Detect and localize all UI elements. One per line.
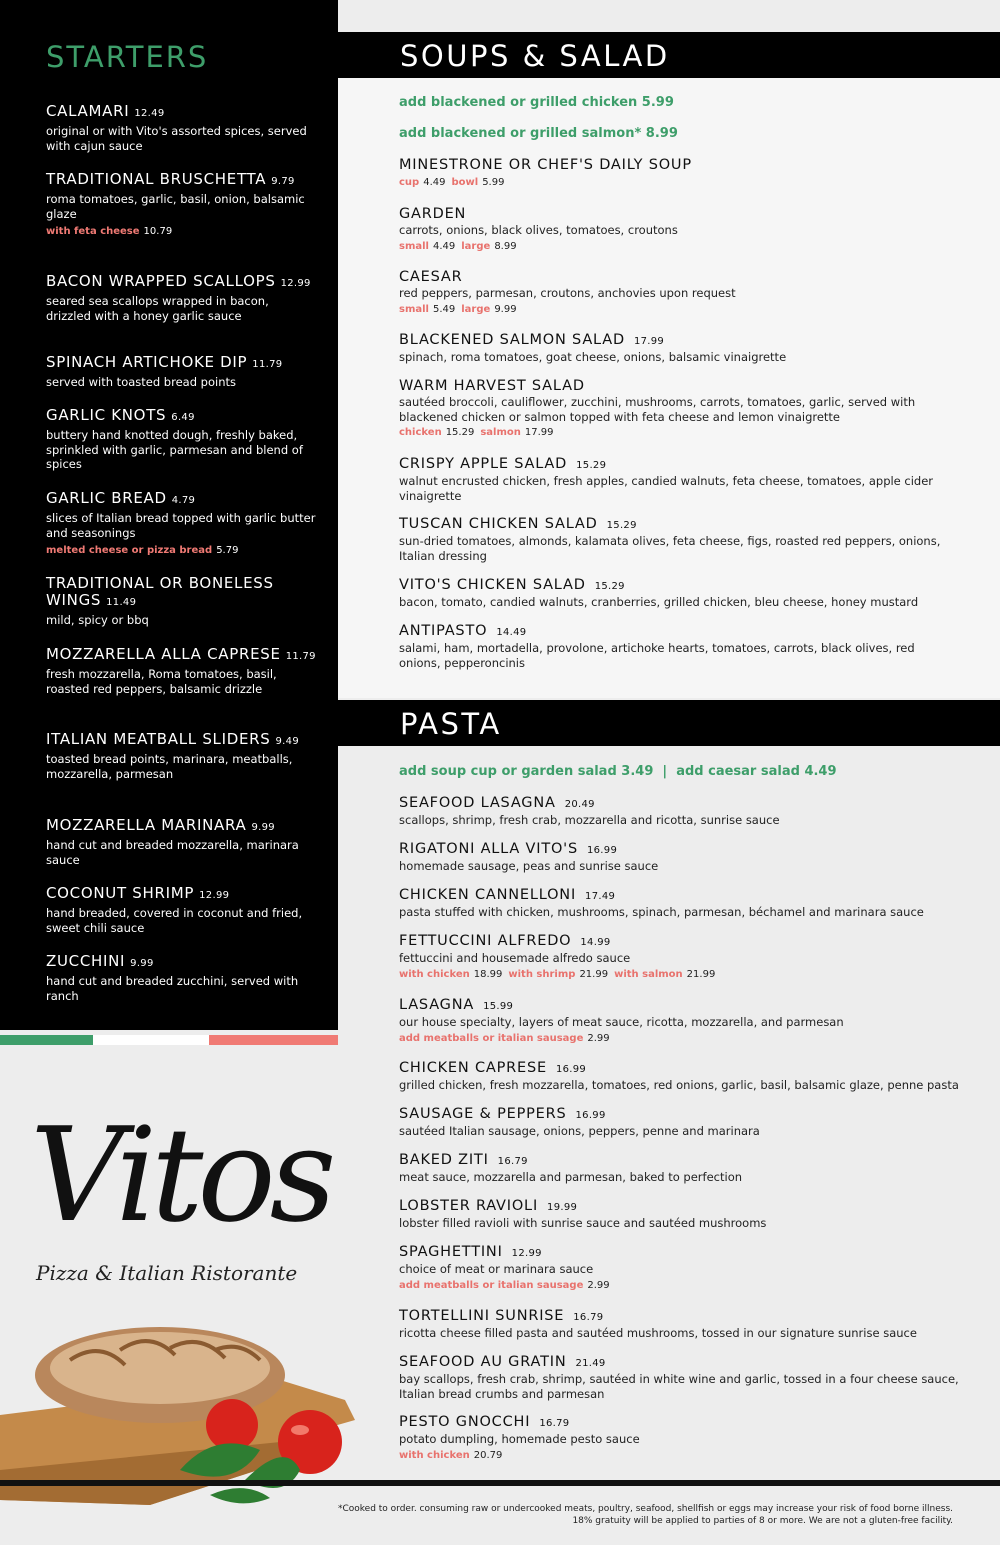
starter-item	[46, 575, 316, 628]
soup-item	[399, 157, 959, 191]
pasta-option-price: 18.99	[473, 968, 503, 980]
pasta-name-text: LOBSTER RAVIOLI	[399, 1198, 539, 1214]
pasta-item	[399, 933, 959, 982]
soup-item	[399, 332, 959, 365]
footer-line-1: *Cooked to order. consuming raw or undercooked meats, poultry, seafood, shellfish or eggs may increase your risk of food borne illness.	[337, 1504, 953, 1514]
pasta-price: 16.99	[575, 1110, 606, 1121]
flag-stripe-white	[93, 1035, 209, 1045]
soup-name-text: ANTIPASTO	[399, 623, 488, 639]
pasta-price: 17.49	[585, 891, 616, 902]
starter-price: 12.49	[134, 108, 165, 119]
pasta-price: 20.49	[564, 799, 595, 810]
soup-item	[399, 623, 959, 670]
soups-addon-chicken: add blackened or grilled chicken 5.99	[399, 95, 674, 110]
pasta-item	[399, 1152, 959, 1185]
pasta-name	[399, 1060, 959, 1078]
starter-price: 12.99	[280, 278, 311, 289]
pasta-options	[399, 1030, 959, 1047]
pasta-name	[399, 1198, 959, 1216]
soup-price: 15.29	[576, 460, 607, 471]
pasta-item	[399, 795, 959, 828]
starter-item	[46, 354, 316, 390]
pasta-desc: our house specialty, layers of meat sauce, ricotta, mozzarella, and parmesan	[399, 1015, 844, 1029]
pasta-desc: meat sauce, mozzarella and parmesan, baked to perfection	[399, 1170, 743, 1184]
pasta-option-label: with shrimp	[508, 968, 576, 980]
soup-option-price: 5.99	[482, 177, 505, 188]
soup-name-text: GARDEN	[399, 206, 467, 222]
pasta-option-label: add meatballs or italian sausage	[399, 1279, 584, 1291]
pasta-price: 16.79	[539, 1418, 570, 1429]
pasta-item	[399, 1354, 959, 1401]
soup-desc: spinach, roma tomatoes, goat cheese, onions, balsamic vinaigrette	[399, 350, 787, 364]
soups-addon-salmon: add blackened or grilled salmon* 8.99	[399, 126, 678, 141]
soup-name	[399, 516, 959, 534]
soup-option-label: large	[461, 303, 491, 315]
soup-option-label: large	[461, 240, 491, 252]
pasta-name-text: TORTELLINI SUNRISE	[399, 1308, 565, 1324]
pasta-desc: potato dumpling, homemade pesto sauce	[399, 1432, 640, 1446]
soup-option-price: 4.49	[423, 177, 446, 188]
starter-desc: hand breaded, covered in coconut and fried, sweet chili sauce	[46, 906, 303, 935]
starter-extra-label: with feta cheese	[46, 226, 140, 237]
soup-option-label: bowl	[451, 177, 479, 188]
soup-option-price: 4.49	[432, 240, 456, 252]
pasta-name	[399, 1414, 959, 1432]
pasta-price: 15.99	[483, 1001, 514, 1012]
soup-option-price: 17.99	[524, 427, 554, 438]
pasta-name-text: CHICKEN CANNELLONI	[399, 887, 577, 903]
soup-price: 15.29	[594, 581, 625, 592]
pasta-name	[399, 997, 959, 1015]
starter-extra	[46, 223, 316, 240]
pasta-option-label: with chicken	[399, 968, 470, 980]
starter-extra-price: 10.79	[143, 226, 173, 237]
pasta-desc: bay scallops, fresh crab, shrimp, sautéed in white wine and garlic, tossed in a four cheese sauce, Italian bread crumbs and parmesan	[399, 1372, 959, 1401]
pasta-name	[399, 933, 959, 951]
soup-option-price: 9.99	[494, 303, 517, 315]
soup-desc: carrots, onions, black olives, tomatoes, croutons	[399, 223, 678, 237]
pasta-name-text: SEAFOOD AU GRATIN	[399, 1354, 567, 1370]
pasta-name	[399, 795, 959, 813]
starter-desc: seared sea scallops wrapped in bacon, drizzled with a honey garlic sauce	[46, 294, 269, 323]
starter-price: 9.99	[251, 822, 275, 833]
soup-item	[399, 378, 959, 441]
soup-name	[399, 378, 959, 395]
pasta-desc: ricotta cheese filled pasta and sautéed mushrooms, tossed in our signature sunrise sauce	[399, 1326, 917, 1340]
starter-extra	[46, 542, 316, 559]
soup-item	[399, 456, 959, 503]
starter-name-text: COCONUT SHRIMP	[46, 884, 195, 902]
pasta-name-text: SEAFOOD LASAGNA	[399, 795, 556, 811]
starter-name	[46, 354, 316, 373]
starter-price: 11.79	[252, 359, 283, 370]
starter-name	[46, 817, 316, 836]
starter-item	[46, 407, 316, 472]
soup-name	[399, 332, 959, 350]
pasta-desc: choice of meat or marinara sauce	[399, 1262, 594, 1276]
starter-price: 9.49	[275, 736, 299, 747]
starter-price: 9.99	[130, 958, 154, 969]
pasta-name	[399, 1244, 959, 1262]
starter-price: 11.49	[106, 597, 137, 608]
pasta-price: 16.99	[586, 845, 618, 856]
pasta-title: PASTA	[400, 707, 502, 741]
pasta-item	[399, 1244, 959, 1293]
soup-desc: red peppers, parmesan, croutons, anchovies upon request	[399, 286, 736, 300]
soup-price: 14.49	[496, 627, 527, 638]
pasta-desc: sautéed Italian sausage, onions, peppers, penne and marinara	[399, 1124, 760, 1138]
starter-extra-price: 5.79	[216, 545, 239, 556]
soup-desc: sautéed broccoli, cauliflower, zucchini, mushrooms, carrots, tomatoes, garlic, served with blackened chicken or salmon topped with feta cheese and lemon vinaigrette	[399, 395, 916, 424]
starter-item	[46, 731, 316, 781]
pasta-name	[399, 1152, 959, 1170]
starter-name	[46, 103, 316, 122]
soup-option-price: 15.29	[445, 427, 475, 438]
soup-name-text: TUSCAN CHICKEN SALAD	[399, 516, 598, 532]
pasta-option-price: 20.79	[473, 1449, 503, 1461]
starter-price: 4.79	[171, 495, 196, 506]
starter-price: 9.79	[271, 176, 295, 187]
starter-name-text: MOZZARELLA MARINARA	[46, 816, 247, 834]
starter-desc: slices of Italian bread topped with garlic butter and seasonings	[46, 511, 316, 540]
pasta-option-label: with chicken	[399, 1449, 470, 1461]
pasta-desc: fettuccini and housemade alfredo sauce	[399, 951, 631, 965]
starter-item	[46, 490, 316, 559]
starter-desc: fresh mozzarella, Roma tomatoes, basil, roasted red peppers, balsamic drizzle	[46, 667, 277, 696]
starter-item	[46, 171, 316, 240]
pasta-option-price: 2.99	[587, 1032, 610, 1044]
footer-disclaimer	[253, 1503, 953, 1527]
starter-price: 11.79	[285, 651, 316, 662]
starter-name-text: SPINACH ARTICHOKE DIP	[46, 353, 248, 371]
soup-price: 15.29	[606, 520, 637, 531]
soup-item	[399, 269, 959, 317]
flag-stripe-green	[0, 1035, 93, 1045]
soup-options	[399, 174, 959, 191]
soup-name-text: VITO'S CHICKEN SALAD	[399, 577, 586, 593]
pasta-name-text: CHICKEN CAPRESE	[399, 1060, 547, 1076]
soup-desc: sun-dried tomatoes, almonds, kalamata olives, feta cheese, figs, roasted red peppers, onions, Italian dressing	[399, 534, 941, 563]
flag-stripe-red	[209, 1035, 338, 1045]
starter-desc: served with toasted bread points	[46, 375, 236, 389]
starter-name-text: TRADITIONAL OR BONELESS WINGS	[46, 574, 274, 609]
logo-tagline: Pizza & Italian Ristorante	[36, 1261, 298, 1285]
tomato-left	[206, 1399, 258, 1451]
pasta-item	[399, 1308, 959, 1341]
pasta-options	[399, 1277, 959, 1294]
soup-option-label: small	[399, 240, 429, 252]
pasta-option-label: add meatballs or italian sausage	[399, 1032, 584, 1044]
soup-desc: walnut encrusted chicken, fresh apples, candied walnuts, feta cheese, tomatoes, apple cider vinaigrette	[399, 474, 934, 503]
starter-item	[46, 817, 316, 867]
soup-name-text: WARM HARVEST SALAD	[399, 378, 585, 394]
starter-name	[46, 646, 316, 665]
pasta-price: 12.99	[511, 1248, 542, 1259]
starter-item	[46, 885, 316, 935]
starter-name-text: MOZZARELLA ALLA CAPRESE	[46, 645, 281, 663]
starter-desc: hand cut and breaded mozzarella, marinara sauce	[46, 838, 299, 867]
soup-item	[399, 206, 959, 254]
starter-name-text: CALAMARI	[46, 102, 130, 120]
starter-name-text: ZUCCHINI	[46, 952, 126, 970]
soup-option-label: small	[399, 303, 429, 315]
starter-item	[46, 103, 316, 153]
starter-name-text: GARLIC KNOTS	[46, 406, 167, 424]
soup-desc: salami, ham, mortadella, provolone, artichoke hearts, tomatoes, carrots, black olives, red onions, pepperoncinis	[399, 641, 915, 670]
pasta-desc: lobster filled ravioli with sunrise sauce and sautéed mushrooms	[399, 1216, 767, 1230]
soup-desc: bacon, tomato, candied walnuts, cranberries, grilled chicken, bleu cheese, honey mustard	[399, 595, 919, 609]
soup-name	[399, 577, 959, 595]
soup-name	[399, 206, 959, 223]
starter-name	[46, 490, 316, 509]
pasta-item	[399, 1060, 959, 1093]
pasta-price: 16.99	[555, 1064, 587, 1075]
pasta-name-text: BAKED ZITI	[399, 1152, 489, 1168]
pasta-options	[399, 966, 959, 983]
starter-desc: hand cut and breaded zucchini, served with ranch	[46, 974, 299, 1003]
starter-desc: roma tomatoes, garlic, basil, onion, balsamic glaze	[46, 192, 305, 221]
starter-name	[46, 953, 316, 972]
pasta-desc: pasta stuffed with chicken, mushrooms, spinach, parmesan, béchamel and marinara sauce	[399, 905, 924, 919]
footer-line-2: 18% gratuity will be applied to parties of 8 or more. We are not a gluten-free facility.	[572, 1516, 953, 1526]
pasta-item	[399, 1106, 959, 1139]
pasta-name	[399, 1106, 959, 1124]
pasta-option-price: 21.99	[686, 968, 716, 980]
soup-name-text: MINESTRONE OR CHEF'S DAILY SOUP	[399, 157, 692, 173]
soups-header	[338, 32, 1000, 78]
soup-price: 17.99	[633, 336, 665, 347]
soup-name-text: CRISPY APPLE SALAD	[399, 456, 568, 472]
soups-title: SOUPS & SALAD	[400, 39, 670, 73]
pasta-options	[399, 1447, 959, 1464]
soup-options	[399, 424, 959, 441]
soup-options	[399, 301, 959, 318]
starter-name	[46, 171, 316, 190]
starters-title: STARTERS	[46, 40, 209, 74]
pasta-item	[399, 997, 959, 1046]
soup-options	[399, 238, 959, 255]
pasta-name	[399, 1308, 959, 1326]
starter-name-text: TRADITIONAL BRUSCHETTA	[46, 170, 267, 188]
pasta-name-text: PESTO GNOCCHI	[399, 1414, 531, 1430]
pasta-price: 21.49	[575, 1358, 606, 1369]
starter-desc: mild, spicy or bbq	[46, 613, 149, 627]
pasta-addon: add soup cup or garden salad 3.49 | add caesar salad 4.49	[399, 764, 837, 779]
pasta-desc: homemade sausage, peas and sunrise sauce	[399, 859, 659, 873]
pasta-item	[399, 1198, 959, 1231]
soup-name	[399, 456, 959, 474]
pasta-desc: scallops, shrimp, fresh crab, mozzarella and ricotta, sunrise sauce	[399, 813, 780, 827]
starter-desc: original or with Vito's assorted spices, served with cajun sauce	[46, 124, 307, 153]
starter-item	[46, 953, 316, 1003]
bread-illustration	[0, 1320, 360, 1505]
starter-name	[46, 273, 316, 292]
pasta-price: 19.99	[547, 1202, 578, 1213]
pasta-name	[399, 887, 959, 905]
starter-name	[46, 885, 316, 904]
pasta-name-text: SAUSAGE & PEPPERS	[399, 1106, 567, 1122]
pasta-price: 14.99	[580, 937, 611, 948]
soup-option-label: salmon	[480, 427, 521, 438]
pasta-header	[338, 700, 1000, 746]
soup-option-price: 8.99	[494, 240, 517, 252]
soup-name-text: BLACKENED SALMON SALAD	[399, 332, 625, 348]
logo-script: Vitos	[30, 1099, 331, 1251]
soup-option-label: chicken	[399, 427, 442, 438]
pasta-desc: grilled chicken, fresh mozzarella, tomatoes, red onions, garlic, basil, balsamic glaze, penne pasta	[399, 1078, 959, 1092]
pasta-option-label: with salmon	[614, 968, 683, 980]
pasta-price: 16.79	[573, 1312, 604, 1323]
soup-item	[399, 516, 959, 563]
pasta-name-text: RIGATONI ALLA VITO'S	[399, 841, 578, 857]
soup-option-price: 5.49	[432, 303, 456, 315]
soup-name	[399, 269, 959, 286]
starter-name-text: ITALIAN MEATBALL SLIDERS	[46, 730, 271, 748]
starter-extra-label: melted cheese or pizza bread	[46, 545, 213, 556]
pasta-item	[399, 841, 959, 874]
pasta-name-text: SPAGHETTINI	[399, 1244, 503, 1260]
soup-option-label: cup	[399, 177, 420, 188]
starter-desc: toasted bread points, marinara, meatballs, mozzarella, parmesan	[46, 752, 293, 781]
starter-item	[46, 273, 316, 323]
pasta-price: 16.79	[497, 1156, 528, 1167]
starter-name	[46, 731, 316, 750]
pasta-item	[399, 1414, 959, 1463]
pasta-name-text: FETTUCCINI ALFREDO	[399, 933, 572, 949]
starter-price: 6.49	[171, 412, 195, 423]
soup-name-text: CAESAR	[399, 269, 463, 285]
pasta-option-price: 21.99	[579, 968, 609, 980]
pasta-option-price: 2.99	[587, 1279, 610, 1291]
starter-name	[46, 575, 316, 611]
starter-price: 12.99	[199, 890, 230, 901]
pasta-name-text: LASAGNA	[399, 997, 475, 1013]
soup-name	[399, 157, 959, 174]
pasta-name	[399, 841, 959, 859]
bottom-divider	[0, 1480, 1000, 1486]
starter-desc: buttery hand knotted dough, freshly baked, sprinkled with garlic, parmesan and blend of spices	[46, 428, 303, 471]
starter-name-text: GARLIC BREAD	[46, 489, 167, 507]
pasta-name	[399, 1354, 959, 1372]
soup-name	[399, 623, 959, 641]
starter-item	[46, 646, 316, 696]
starter-name	[46, 407, 316, 426]
pasta-item	[399, 887, 959, 920]
vitos-logo	[30, 1080, 350, 1290]
soup-item	[399, 577, 959, 610]
starter-name-text: BACON WRAPPED SCALLOPS	[46, 272, 276, 290]
